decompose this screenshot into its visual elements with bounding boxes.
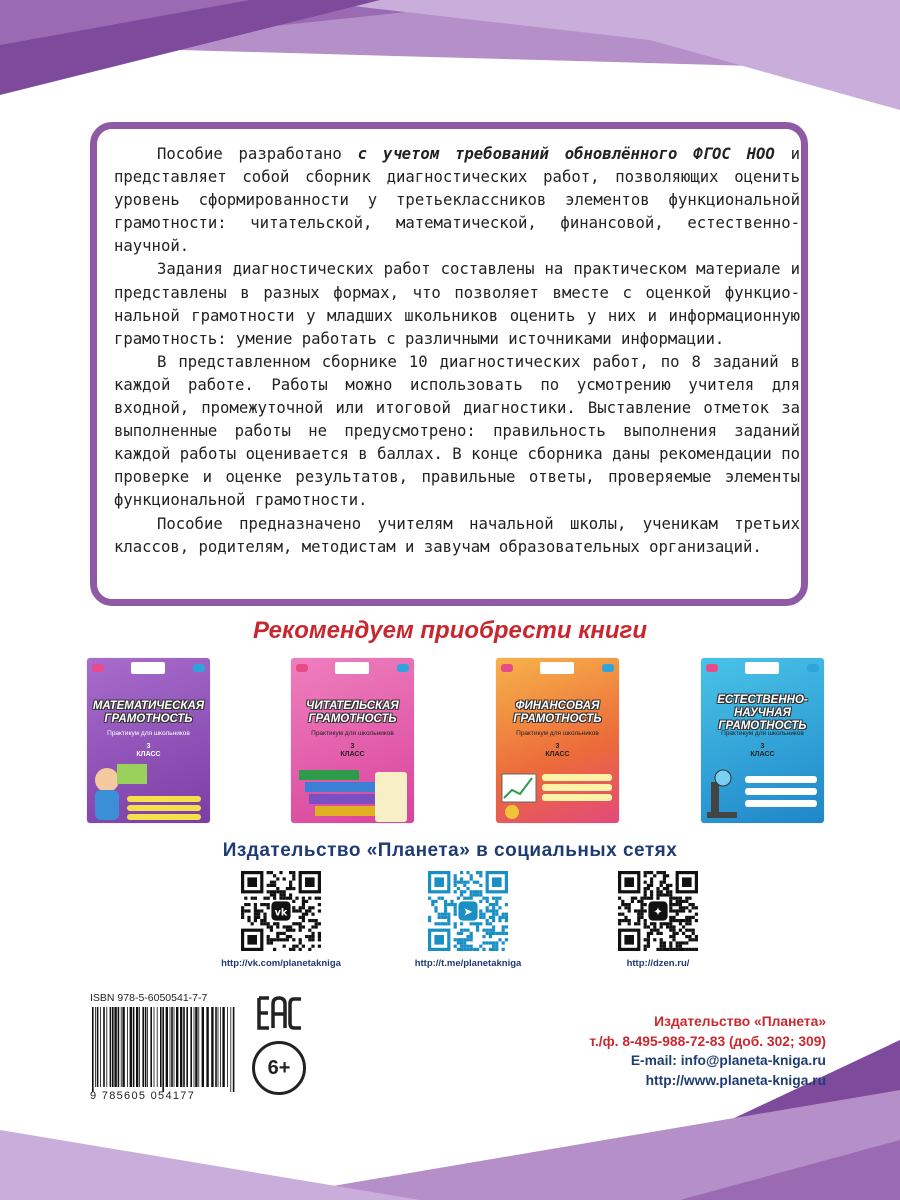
- book-grade-number: 3: [146, 743, 151, 750]
- book-illustration: [496, 764, 619, 823]
- eac-mark-icon: [257, 996, 303, 1030]
- book-math-literacy[interactable]: [87, 658, 210, 823]
- telegram-link[interactable]: http://t.me/planetakniga: [414, 958, 522, 969]
- qr-code-vk[interactable]: [241, 871, 321, 951]
- book-grade-word: КЛАСС: [340, 751, 365, 758]
- description-text: [114, 143, 800, 559]
- social-title: Издательство «Планета» в социальных сетях: [222, 840, 678, 861]
- publisher-phone: т./ф. 8-495-988-72-83 (доб. 302; 309): [589, 1033, 826, 1049]
- paragraph-4: Пособие предназначено учителям начальной школы, ученикам третьих классов, родителям, методистам и завучам образовательных организаций.: [114, 514, 800, 556]
- book-grade-word: КЛАСС: [545, 751, 570, 758]
- book-science-literacy[interactable]: [701, 658, 824, 823]
- book-subtitle: Практикум для школьников: [107, 730, 190, 737]
- book-title: ФИНАНСОВАЯ ГРАМОТНОСТЬ: [513, 700, 602, 725]
- book-title: ЧИТАТЕЛЬСКАЯ ГРАМОТНОСТЬ: [306, 700, 399, 725]
- badge-icon: [296, 664, 308, 672]
- vk-icon: vk: [274, 907, 288, 919]
- qr-code-dzen[interactable]: [618, 871, 698, 951]
- publisher-name: Издательство «Планета»: [654, 1014, 826, 1029]
- book-grade-number: 3: [350, 743, 355, 750]
- badge-icon: [397, 664, 409, 672]
- publisher-logo: [335, 662, 369, 674]
- badge-icon: [602, 664, 614, 672]
- book-grade-number: 3: [555, 743, 560, 750]
- dzen-icon: ✦: [653, 904, 663, 919]
- publisher-site[interactable]: http://www.planeta-kniga.ru: [645, 1072, 826, 1088]
- paragraph-1: Пособие разработано с учетом требований обновлённого ФГОС НОО и представляет собой сборник диагностических работ, позволяющих оценить уровень сформированности у третьеклассников элементов функциональной грамотности: читательской, математической, финансовой, естественно-научной.: [114, 145, 800, 256]
- dzen-link[interactable]: http://dzen.ru/: [626, 958, 690, 969]
- badge-icon: [807, 664, 819, 672]
- recommend-title: Рекомендуем приобрести книги: [252, 617, 648, 644]
- book-title: МАТЕМАТИЧЕСКАЯ ГРАМОТНОСТЬ: [92, 700, 205, 725]
- book-grade-word: КЛАСС: [750, 751, 775, 758]
- publisher-email[interactable]: E-mail: info@planeta-kniga.ru: [630, 1053, 826, 1068]
- barcode-number: 9 785605 054177: [90, 1090, 196, 1102]
- qr-code-telegram[interactable]: [428, 871, 508, 951]
- book-title: ЕСТЕСТВЕННО-НАУЧНАЯ ГРАМОТНОСТЬ: [717, 694, 808, 732]
- book-subtitle: Практикум для школьников: [516, 730, 599, 737]
- book-subtitle: Практикум для школьников: [721, 730, 804, 737]
- badge-icon: [193, 664, 205, 672]
- vk-link[interactable]: http://vk.com/planetakniga: [221, 958, 341, 969]
- isbn-text: ISBN 978-5-6050541-7-7: [90, 992, 208, 1004]
- publisher-logo: [745, 662, 779, 674]
- publisher-logo: [540, 662, 574, 674]
- publisher-logo: [131, 662, 165, 674]
- book-illustration: [291, 762, 414, 823]
- barcode: [90, 1007, 236, 1092]
- paragraph-2: Задания диагностических работ составлены на практическом материале и представлены в разных формах, что позволяет вместе с оценкой функциональной грамотности у младших школьников оценить у них и информационную грамотность: умение работать с различными источниками информации.: [114, 260, 800, 348]
- book-grade-number: 3: [760, 743, 765, 750]
- publisher-contacts: [589, 1012, 826, 1090]
- paragraph-3: В представленном сборнике 10 диагностических работ, по 8 заданий в каждой работе. Работы можно использовать по усмотрению учителя для входной, промежуточной или итоговой диагностики. Выставление отметок за выполненные работы не предусмотрено: правильность выполнения заданий каждой работы оценивается в баллах. В конце сборника даны рекомендации по проверке и оценке результатов, правильные ответы, проверяемые элементы функциональной грамотности.: [114, 352, 800, 510]
- age-rating-badge: 6+: [252, 1041, 306, 1095]
- book-illustration: [701, 762, 824, 823]
- book-financial-literacy[interactable]: [496, 658, 619, 823]
- badge-icon: [501, 664, 513, 672]
- book-subtitle: Практикум для школьников: [311, 730, 394, 737]
- badge-icon: [92, 664, 104, 672]
- telegram-icon: ➤: [463, 904, 473, 919]
- badge-icon: [706, 664, 718, 672]
- book-grade-word: КЛАСС: [136, 751, 161, 758]
- book-illustration: [87, 758, 210, 823]
- book-reading-literacy[interactable]: [291, 658, 414, 823]
- fgos-emphasis: с учетом требований обновлённого ФГОС НОО: [357, 145, 775, 163]
